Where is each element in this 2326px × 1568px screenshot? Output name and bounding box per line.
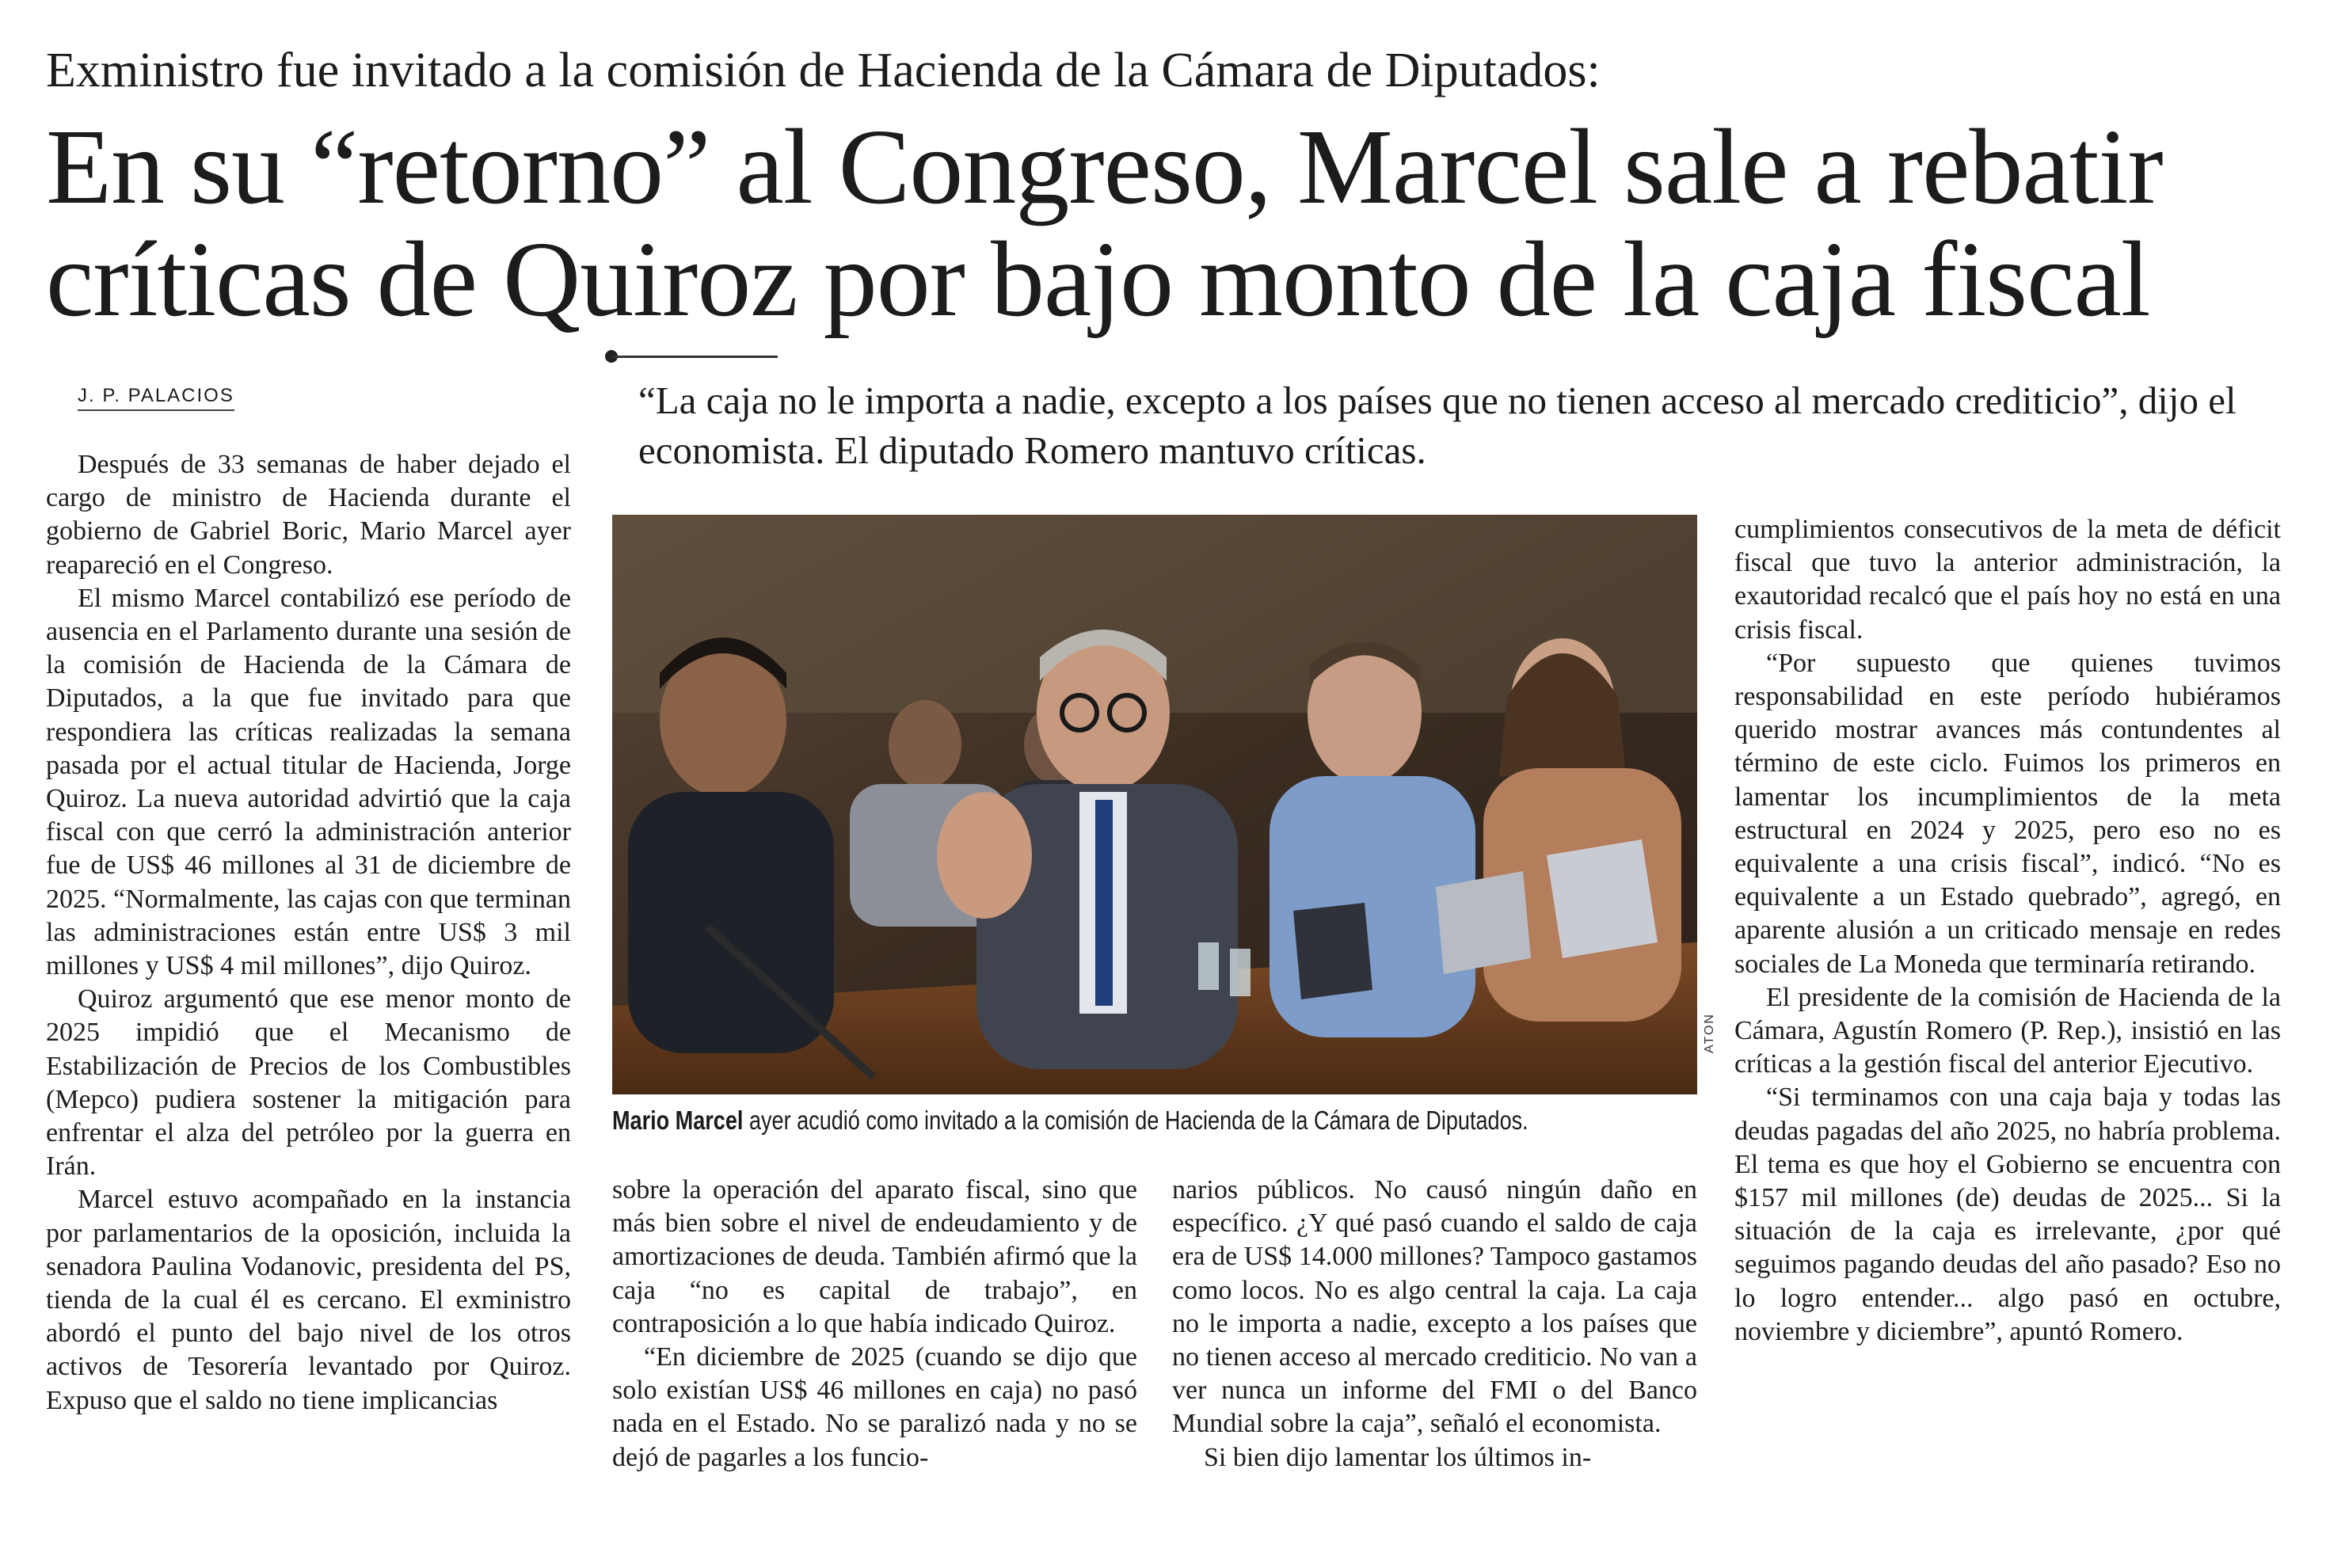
article-column-2: [612, 1174, 1137, 1475]
article-column-4: [1734, 513, 2281, 1349]
byline: J. P. PALACIOS: [78, 385, 234, 411]
caption-text: ayer acudió como invitado a la comisión de Hacienda de la Cámara de Diputados.: [743, 1106, 1528, 1135]
headline: [46, 108, 2303, 339]
paragraph: “Si terminamos con una caja baja y todas las deudas pagadas del año 2025, no habría problema. El tema es que hoy el Gobierno se encuentra con $157 mil millones (de) deudas de 2025... Si la situación de la caja es irrelevante, ¿por qué seguimos pagando deudas del año pasado? Eso no lo logro entender... algo pasó en octubre, noviembre y diciembre”, apuntó Romero.: [1734, 1083, 2281, 1346]
paragraph: “En diciembre de 2025 (cuando se dijo que solo existían US$ 46 millones en caja) no pasó nada en el Estado. No se paralizó nada y no se dejó de pagarles a los funcio-: [612, 1342, 1137, 1472]
photo-illustration: [612, 515, 1697, 1094]
headline-line-2: críticas de Quiroz por bajo monto de la caja fiscal: [46, 220, 2150, 339]
photo-caption: [612, 1105, 1528, 1136]
paragraph: El presidente de la comisión de Hacienda de la Cámara, Agustín Romero (P. Rep.), insistió en las críticas a la gestión fiscal del anterior Ejecutivo.: [1734, 982, 2281, 1079]
paragraph: Después de 33 semanas de haber dejado el cargo de ministro de Hacienda durante el gobierno de Gabriel Boric, Mario Marcel ayer reapareció en el Congreso.: [46, 450, 571, 580]
article-column-3: [1172, 1174, 1697, 1475]
article-photo: [612, 515, 1697, 1094]
caption-name: Mario Marcel: [612, 1106, 744, 1135]
paragraph: cumplimientos consecutivos de la meta de déficit fiscal que tuvo la anterior administración, la exautoridad recalcó que el país hoy no está en una crisis fiscal.: [1734, 515, 2281, 645]
photo-credit: ATON: [1703, 1013, 1716, 1053]
paragraph: sobre la operación del aparato fiscal, sino que más bien sobre el nivel de endeudamiento y de amortizaciones de deuda. También afirmó que la caja “no es capital de trabajo”, en contraposición a lo que había indicado Quiroz.: [612, 1175, 1137, 1338]
paragraph: “Por supuesto que quienes tuvimos responsabilidad en este período hubiéramos querido mostrar avances más contundentes al término de este ciclo. Fuimos los primeros en lamentar los incumplimientos de la meta estructural en 2024 y 2025, pero eso no es equivalente a una crisis fiscal”, indicó. “No es equivalente a un Estado quebrado”, agregó, en aparente alusión a un criticado mensaje en redes sociales de La Moneda que terminaría retirando.: [1734, 648, 2281, 979]
subhead: “La caja no le importa a nadie, excepto a los países que no tienen acceso al mercado crediticio”, dijo el economista. El diputado Romero mantuvo críticas.: [638, 379, 2237, 472]
headline-line-1: En su “retorno” al Congreso, Marcel sale a rebatir: [46, 108, 2163, 226]
divider-rule: [611, 356, 778, 358]
article-column-1: [46, 448, 571, 1418]
paragraph: Marcel estuvo acompañado en la instancia por parlamentarios de la oposición, incluida la senadora Paulina Vodanovic, presidenta del PS, tienda de la cual él es cercano. El exministro abordó el punto del bajo nivel de los otros activos de Tesorería levantado por Quiroz. Expuso que el saldo no tiene implicancias: [46, 1185, 571, 1415]
paragraph: Quiroz argumentó que ese menor monto de 2025 impidió que el Mecanismo de Estabilización de Precios de los Combustibles (Mepco) pudiera sostener la mitigación para enfrentar el alza del petróleo por la guerra en Irán.: [46, 984, 571, 1182]
paragraph: El mismo Marcel contabilizó ese período de ausencia en el Parlamento durante una sesión de la comisión de Hacienda de la Cámara de Diputados, a la que fue invitado para que respondiera las críticas realizadas la semana pasada por el actual titular de Hacienda, Jorge Quiroz. La nueva autoridad advirtió que la caja fiscal con que cerró la administración anterior fue de US$ 46 millones al 31 de diciembre de 2025. “Normalmente, las cajas con que terminan las administraciones están entre US$ 3 mil millones y US$ 4 mil millones”, dijo Quiroz.: [46, 583, 571, 981]
kicker: Exministro fue invitado a la comisión de Hacienda de la Cámara de Diputados:: [46, 44, 1601, 97]
paragraph: Si bien dijo lamentar los últimos in-: [1204, 1442, 1592, 1472]
paragraph: narios públicos. No causó ningún daño en específico. ¿Y qué pasó cuando el saldo de caja era de US$ 14.000 millones? Tampoco gastamos como locos. No es algo central la caja. La caja no le importa a nadie, excepto a los países que no tienen acceso al mercado crediticio. No van a ver nunca un informe del FMI o del Banco Mundial sobre la caja”, señaló el economista.: [1172, 1175, 1697, 1439]
